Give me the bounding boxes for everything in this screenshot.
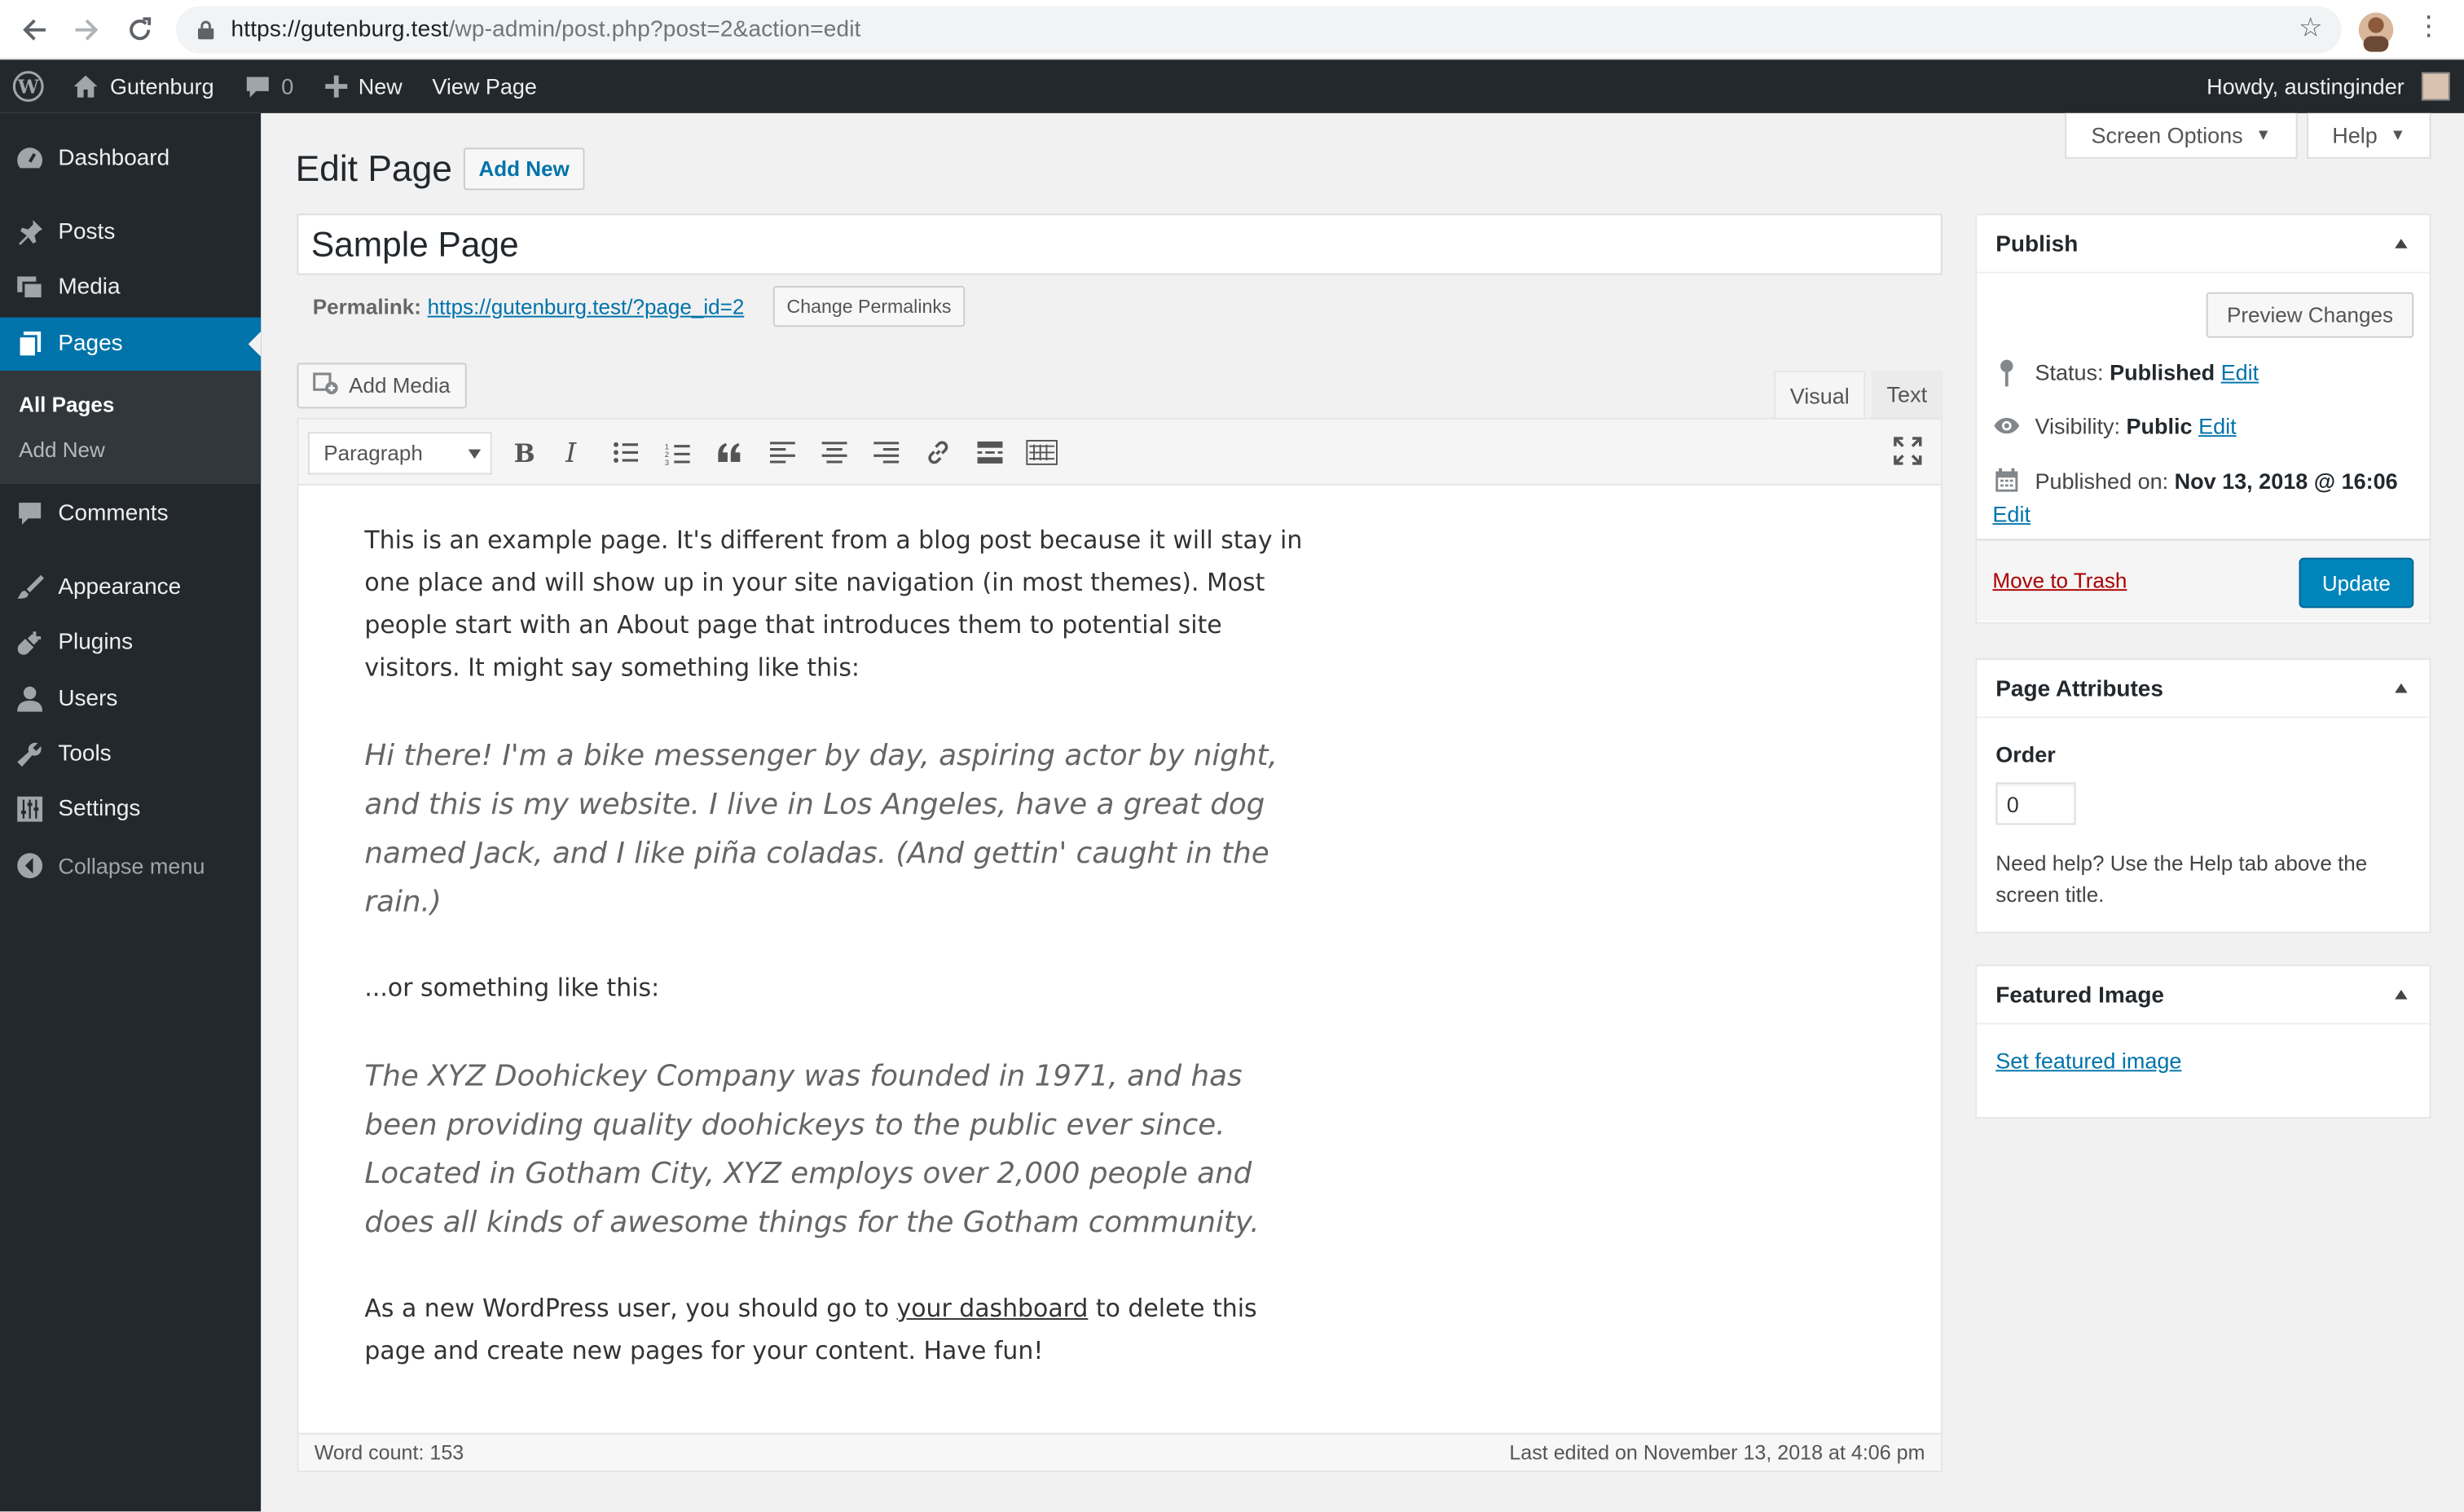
svg-text:W: W bbox=[17, 76, 39, 99]
sidebar-label: Settings bbox=[58, 796, 141, 822]
eye-icon bbox=[1992, 416, 2021, 435]
browser-toolbar bbox=[0, 0, 2464, 59]
tab-text[interactable]: Text bbox=[1872, 371, 1943, 418]
view-page-label: View Page bbox=[432, 73, 537, 99]
sidebar-item-media[interactable] bbox=[0, 261, 261, 314]
lock-icon bbox=[198, 20, 213, 39]
collapse-arrow-icon[interactable] bbox=[2395, 683, 2407, 693]
align-center-icon[interactable] bbox=[816, 433, 853, 471]
submenu-all-pages[interactable]: All Pages bbox=[19, 393, 115, 417]
permalink-label: Permalink: bbox=[312, 295, 421, 319]
visibility-label: Visibility: bbox=[2035, 413, 2121, 439]
published-value: Nov 13, 2018 @ 16:06 bbox=[2174, 468, 2398, 494]
pages-submenu bbox=[0, 371, 261, 484]
forward-icon[interactable] bbox=[68, 11, 105, 48]
link-icon[interactable] bbox=[919, 433, 957, 471]
editor-content[interactable] bbox=[364, 520, 1322, 1415]
back-icon[interactable] bbox=[15, 11, 53, 48]
pushpin-icon bbox=[0, 218, 58, 247]
edit-status-link[interactable]: Edit bbox=[2220, 359, 2259, 385]
wordpress-logo-icon[interactable] bbox=[12, 59, 44, 113]
publish-box-header[interactable] bbox=[1977, 215, 2429, 273]
home-icon bbox=[73, 74, 99, 99]
comment-bubble-icon bbox=[0, 500, 58, 527]
reload-icon[interactable] bbox=[121, 11, 158, 48]
svg-text:B: B bbox=[513, 438, 535, 468]
add-media-button[interactable] bbox=[297, 363, 466, 408]
sidebar-label: Users bbox=[58, 686, 118, 712]
dashboard-gauge-icon bbox=[0, 144, 58, 173]
sidebar-label: Media bbox=[58, 275, 121, 301]
status-row bbox=[1992, 358, 2259, 387]
classic-editor bbox=[297, 418, 1942, 1472]
sidebar-label: Plugins bbox=[58, 630, 134, 656]
pages-icon bbox=[0, 330, 58, 358]
publish-box bbox=[1975, 213, 2431, 623]
collapse-arrow-icon bbox=[0, 851, 58, 880]
submenu-add-new[interactable]: Add New bbox=[19, 438, 105, 462]
add-new-button[interactable]: Add New bbox=[464, 147, 584, 190]
sidebar-label: Dashboard bbox=[58, 146, 170, 172]
sidebar-label: Collapse menu bbox=[58, 853, 205, 879]
sidebar-item-pages[interactable] bbox=[0, 318, 261, 371]
sidebar-item-comments[interactable] bbox=[0, 487, 261, 541]
align-right-icon[interactable] bbox=[868, 433, 905, 471]
preview-changes-button[interactable]: Preview Changes bbox=[2207, 292, 2414, 338]
bookmark-star-icon[interactable]: ☆ bbox=[2299, 12, 2323, 43]
sidebar-item-posts[interactable] bbox=[0, 206, 261, 260]
help-button[interactable] bbox=[2307, 113, 2431, 159]
last-edited: Last edited on November 13, 2018 at 4:06 pm bbox=[1509, 1440, 1925, 1465]
edit-date-link[interactable]: Edit bbox=[1992, 501, 2031, 527]
visibility-row bbox=[1992, 413, 2236, 438]
paintbrush-icon bbox=[0, 574, 58, 602]
url-text: https://gutenburg.test/wp-admin/post.php?post=2&action=edit bbox=[231, 17, 861, 43]
edit-visibility-link[interactable]: Edit bbox=[2198, 413, 2237, 439]
editor-toolbar bbox=[298, 420, 1940, 486]
new-label: New bbox=[358, 73, 403, 99]
pin-icon bbox=[1992, 358, 2021, 387]
toolbar-toggle-icon[interactable] bbox=[1023, 433, 1060, 471]
sidebar-label: Posts bbox=[58, 219, 116, 245]
visibility-value: Public bbox=[2126, 413, 2193, 439]
admin-bar bbox=[0, 59, 2464, 113]
sidebar-item-dashboard[interactable] bbox=[0, 132, 261, 186]
dropdown-caret-icon: ▼ bbox=[2255, 126, 2272, 144]
comments-link[interactable] bbox=[245, 59, 293, 113]
content-paragraph bbox=[364, 1288, 1322, 1373]
blockquote-icon[interactable] bbox=[711, 433, 748, 471]
sidebar-item-plugins[interactable] bbox=[0, 616, 261, 670]
media-icon bbox=[0, 274, 58, 302]
published-label: Published on: bbox=[2035, 468, 2169, 494]
site-name-link[interactable] bbox=[73, 59, 214, 113]
bold-icon[interactable] bbox=[503, 433, 540, 471]
page-attributes-header[interactable] bbox=[1977, 660, 2429, 718]
page-title: Edit Page bbox=[295, 147, 452, 189]
featured-image-box bbox=[1975, 965, 2431, 1119]
screen-options-button[interactable] bbox=[2065, 113, 2297, 159]
help-label: Help bbox=[2332, 122, 2378, 148]
add-media-icon bbox=[313, 371, 340, 401]
content-paragraph: ...or something like this: bbox=[364, 974, 660, 1003]
view-page-link[interactable] bbox=[432, 59, 537, 113]
page-attributes-title: Page Attributes bbox=[1995, 677, 2163, 703]
comment-bubble-icon bbox=[245, 75, 271, 99]
permalink-url-link[interactable]: https://gutenburg.test/?page_id=2 bbox=[427, 295, 745, 319]
settings-sliders-icon bbox=[0, 795, 58, 824]
content-blockquote: The XYZ Doohickey Company was founded in 1971, and has been providing quality doohickeys to the public ever since. Located in Gotham City, XYZ employs over 2,000 people and does all kinds of awesome things for the Gotham community. bbox=[364, 1060, 1260, 1240]
published-on-row bbox=[1992, 468, 2397, 494]
sidebar-item-settings[interactable] bbox=[0, 782, 261, 836]
change-permalinks-button[interactable]: Change Permalinks bbox=[773, 286, 965, 327]
publish-actions bbox=[1977, 538, 2429, 620]
italic-icon[interactable] bbox=[555, 433, 592, 471]
content-paragraph: This is an example page. It's different from a blog post because it will stay in one place and will show up in your site navigation (in most themes). Most people start with an About page that introduces them to potential site visitors. It might say something like this: bbox=[364, 526, 1303, 682]
add-media-label: Add Media bbox=[349, 373, 451, 398]
tab-visual[interactable]: Visual bbox=[1774, 371, 1865, 418]
sidebar-item-appearance[interactable] bbox=[0, 560, 261, 614]
wrench-icon bbox=[0, 740, 58, 768]
sidebar-collapse-menu[interactable] bbox=[0, 839, 261, 893]
sidebar-label: Tools bbox=[58, 741, 112, 767]
set-featured-image-link[interactable]: Set featured image bbox=[1995, 1048, 2182, 1074]
numbered-list-icon[interactable] bbox=[658, 433, 696, 471]
address-bar[interactable] bbox=[176, 7, 2342, 54]
admin-sidebar bbox=[0, 113, 261, 1511]
plus-icon bbox=[325, 76, 347, 98]
sidebar-item-tools[interactable] bbox=[0, 727, 261, 781]
word-count: Word count: 153 bbox=[314, 1440, 464, 1465]
site-name: Gutenburg bbox=[109, 73, 214, 99]
howdy-label: Howdy, austinginder bbox=[2207, 73, 2405, 99]
howdy-user-link[interactable] bbox=[2207, 59, 2405, 113]
browser-menu-icon[interactable]: ⋮ bbox=[2415, 11, 2442, 42]
sidebar-label: Pages bbox=[58, 331, 123, 357]
svg-text:1: 1 bbox=[664, 442, 670, 451]
screen-options-label: Screen Options bbox=[2091, 122, 2243, 148]
dashboard-link[interactable]: your dashboard bbox=[896, 1294, 1089, 1323]
comments-count: 0 bbox=[281, 73, 294, 99]
dropdown-caret-icon: ▼ bbox=[2390, 126, 2406, 144]
publish-title: Publish bbox=[1995, 232, 2079, 258]
content-blockquote: Hi there! I'm a bike messenger by day, aspiring actor by night, and this is my website. I live in Los Angeles, have a great dog named Jack, and I like piña coladas. (And gettin' caught in the rain.) bbox=[364, 740, 1278, 920]
format-select-value: Paragraph bbox=[323, 441, 423, 465]
collapse-arrow-icon[interactable] bbox=[2395, 990, 2407, 1000]
status-label: Status: bbox=[2035, 359, 2104, 385]
svg-text:2: 2 bbox=[664, 450, 670, 459]
new-content-link[interactable] bbox=[325, 59, 403, 113]
profile-avatar[interactable] bbox=[2359, 12, 2393, 46]
sidebar-label: Appearance bbox=[58, 574, 182, 600]
order-input[interactable]: 0 bbox=[1995, 782, 2075, 824]
calendar-icon bbox=[1992, 468, 2021, 494]
post-title-input[interactable]: Sample Page bbox=[297, 213, 1942, 275]
bulleted-list-icon[interactable] bbox=[606, 433, 644, 471]
read-more-icon[interactable] bbox=[971, 433, 1009, 471]
page-attributes-box bbox=[1975, 658, 2431, 933]
move-to-trash-link[interactable]: Move to Trash bbox=[1992, 569, 2127, 593]
user-avatar[interactable] bbox=[2422, 73, 2450, 101]
content-text: to delete this page and create new pages for your content. Have fun! bbox=[364, 1294, 1257, 1365]
plug-icon bbox=[0, 628, 58, 657]
content-text: As a new WordPress user, you should go to bbox=[364, 1294, 897, 1323]
update-button[interactable]: Update bbox=[2299, 558, 2413, 609]
svg-text:3: 3 bbox=[664, 457, 670, 467]
editor-status-bar bbox=[298, 1433, 1940, 1470]
sidebar-label: Comments bbox=[58, 501, 169, 527]
page-attributes-help: Need help? Use the Help tab above the screen title. bbox=[1995, 851, 2368, 907]
format-select[interactable] bbox=[308, 432, 492, 474]
align-left-icon[interactable] bbox=[763, 433, 801, 471]
permalink-row bbox=[312, 295, 952, 319]
chevron-down-icon bbox=[469, 450, 481, 459]
featured-image-header[interactable] bbox=[1977, 966, 2429, 1024]
fullscreen-icon[interactable] bbox=[1890, 433, 1925, 468]
order-label: Order bbox=[1995, 741, 2056, 767]
collapse-arrow-icon[interactable] bbox=[2395, 239, 2407, 248]
svg-text:I: I bbox=[565, 437, 577, 468]
status-value: Published bbox=[2110, 359, 2215, 385]
featured-image-title: Featured Image bbox=[1995, 983, 2164, 1009]
sidebar-item-users[interactable] bbox=[0, 672, 261, 726]
user-icon bbox=[0, 685, 58, 714]
